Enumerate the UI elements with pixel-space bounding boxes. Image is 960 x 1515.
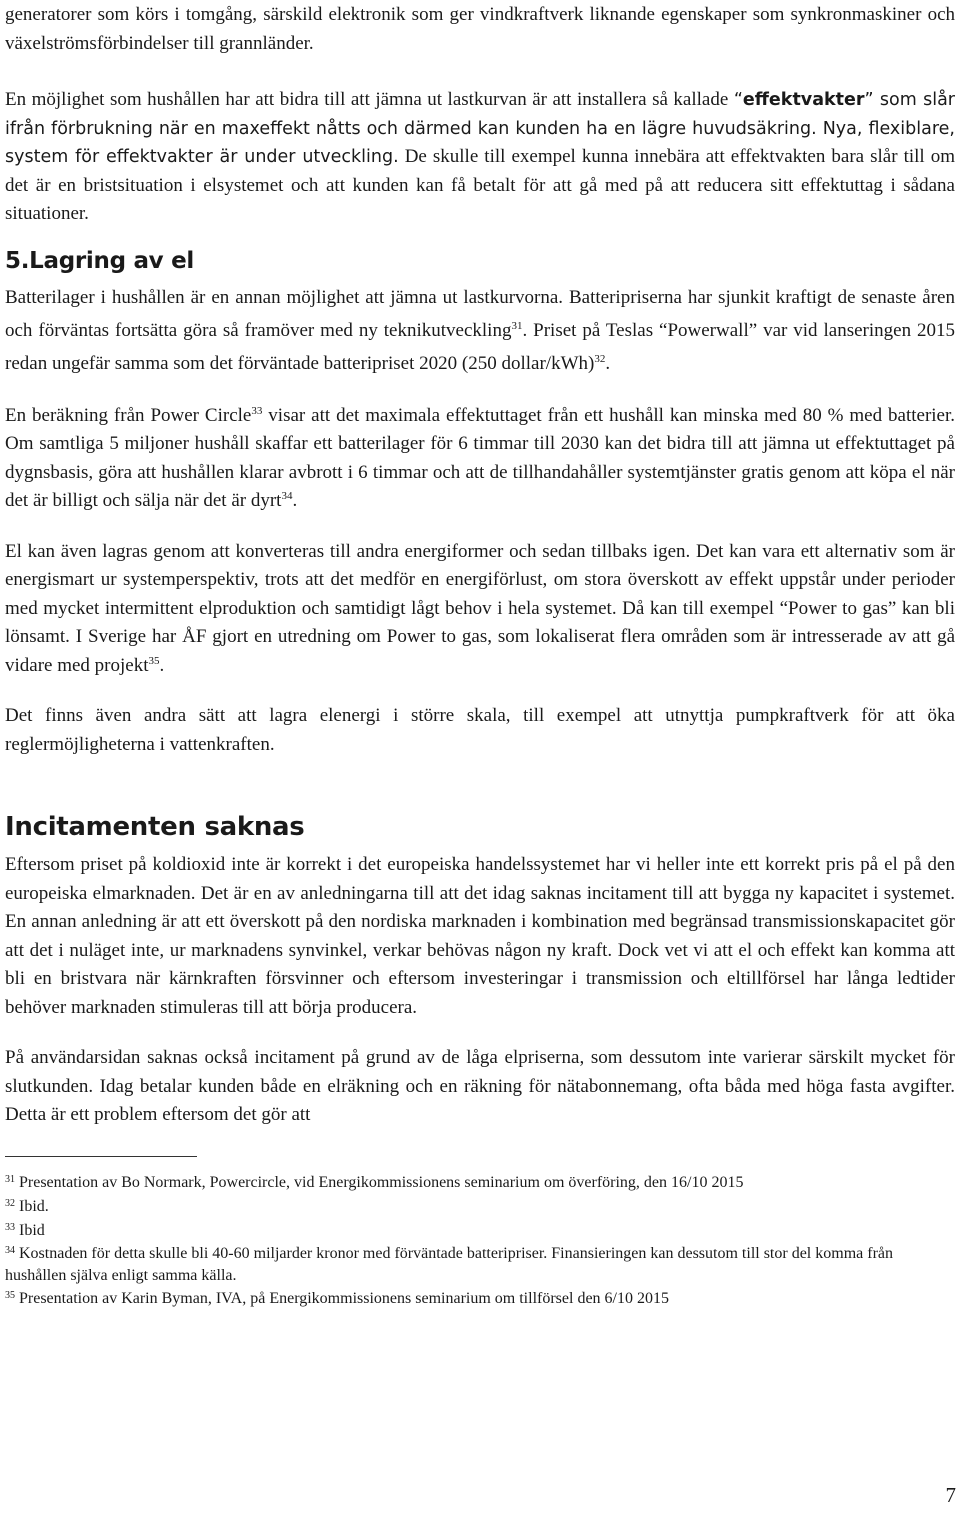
paragraph-batterilager <box>5 281 955 380</box>
effektvakter-quote-open: “ <box>733 90 743 110</box>
paragraph-effektvakter <box>5 86 955 229</box>
batterilager-text-b: . Priset på Teslas “Powerwall” var vid lanseringen 2015 redan ungefär samma som det förväntade batteripriset 2020 (250 dollar/kWh) <box>5 319 956 374</box>
section-subheading: 5.Lagring av el <box>5 247 194 274</box>
footnote-35 <box>5 1287 955 1311</box>
footnote-text: Presentation av Karin Byman, IVA, på Energikommissionens seminarium om tillförsel den 6/10 2015 <box>15 1289 669 1307</box>
power-circle-text-a: En beräkning från Power Circle <box>5 404 252 426</box>
footnote-ref-35: 35 <box>148 654 160 667</box>
footnote-text: Kostnaden för detta skulle bli 40-60 miljarder kronor med förväntade batteripriser. Finansieringen kan dessutom till stor del komma från hushållen själva enligt samma källa. <box>5 1244 893 1284</box>
section-heading: Incitamenten saknas <box>5 812 305 842</box>
footnote-number: 35 <box>5 1289 15 1301</box>
footnote-ref-31: 31 <box>511 319 523 332</box>
paragraph-power-to-gas <box>5 538 955 681</box>
paragraph-power-circle <box>5 402 955 516</box>
footnote-text: Ibid <box>15 1221 45 1239</box>
footnote-number: 33 <box>5 1221 15 1233</box>
footnote-number: 32 <box>5 1197 15 1209</box>
footnote-34 <box>5 1243 955 1287</box>
paragraph-anvandarsidan: På användarsidan saknas också incitament på grund av de låga elpriserna, som dessutom inte varierar särskilt mycket för slutkunden. Idag betalar kunden både en elräkning och en räkning för nätabonnemang, ofta båda med höga fasta avgifter. Detta är ett problem eftersom det gör att <box>5 1047 955 1125</box>
power-to-gas-text-b: . <box>159 654 165 676</box>
power-circle-text-c: . <box>292 490 298 511</box>
effektvakter-sans-part: ” som slår ifrån förbrukning när en maxeffekt nåtts och därmed kan kunden ha en lägre huvudsäkring. Nya, flexiblare, system för effektvakter är under utveckling. <box>5 90 955 167</box>
footnote-33 <box>5 1219 955 1243</box>
document-page <box>5 0 955 1311</box>
footnote-31 <box>5 1171 955 1195</box>
footnotes <box>5 1171 955 1311</box>
effektvakter-rest: De skulle till exempel kunna innebära att effektvakten bara slår till om det är en bristsituation i elsystemet och att kunden kan få betalt för att gå med på att reducera sitt effektuttag i sådana situationer. <box>5 146 955 224</box>
footnote-32 <box>5 1195 955 1219</box>
footnote-ref-32: 32 <box>594 352 606 365</box>
footnote-text: Presentation av Bo Normark, Powercircle, vid Energikommissionens seminarium om överföring, den 16/10 2015 <box>15 1173 744 1191</box>
paragraph-pumpkraftverk: Det finns även andra sätt att lagra elenergi i större skala, till exempel att utnyttja pumpkraftverk för att öka reglermöjligheterna i vattenkraften. <box>5 705 955 755</box>
paragraph-generators: generatorer som körs i tomgång, särskild elektronik som ger vindkraftverk liknande egenskaper som synkronmaskiner och växelströmsförbindelser till grannländer. <box>5 4 955 54</box>
footnote-ref-34: 34 <box>281 490 293 502</box>
footnote-ref-33: 33 <box>251 404 263 417</box>
footnote-text: Ibid. <box>15 1197 49 1215</box>
batterilager-text-a: Batterilager i hushållen är en annan möjlighet att jämna ut lastkurvorna. Batteripriserna har sjunkit kraftigt de senaste åren och förväntas fortsätta göra så framöver med ny teknikutveckling <box>5 286 955 341</box>
footnote-divider <box>5 1156 197 1157</box>
batterilager-text-c: . <box>605 352 611 374</box>
power-circle-text-b: visar att det maximala effektuttaget från ett hushåll kan minska med 80 % med batterier. Om samtliga 5 miljoner hushåll skaffar ett batterilager för 6 timmar till 2030 kan det bidra till att jämna ut effektuttaget på dygnsbasis, göra att hushållen klarar avbrott i 6 timmar och att de tillhandahåller systemtjänster gratis genom att köpa el när det är billigt och sälja när det är dyrt <box>5 404 956 511</box>
effektvakter-intro: En möjlighet som hushållen har att bidra till att jämna ut lastkurvan är att installera så kallade <box>5 89 729 110</box>
effektvakter-term: effektvakter <box>742 90 865 110</box>
page-number: 7 <box>945 1483 956 1507</box>
footnote-number: 31 <box>5 1173 15 1185</box>
paragraph-koldioxid: Eftersom priset på koldioxid inte är korrekt i det europeiska handelssystemet har vi heller inte ett korrekt pris på el på den europeiska elmarknaden. Det är en av anledningarna till att det idag saknas incitament till att bygga ny kapacitet i systemet. En annan anledning är att ett överskott på den nordiska marknaden i kombination med begränsad transmissionskapacitet gör att det i nuläget inte, ur marknadens synvinkel, verkar behövas någon ny kraft. Dock vet vi att el och effekt kan komma att bli en bristvara när kärnkraften försvinner och eftersom investeringar i transmission och eltillförsel har långa ledtider behöver marknaden stimuleras till att börja producera. <box>5 854 955 1018</box>
footnote-number: 34 <box>5 1244 15 1256</box>
power-to-gas-text-a: El kan även lagras genom att konverteras till andra energiformer och sedan tillbaks igen. Det kan vara ett alternativ som är energismart ur systemperspektiv, trots att det medför en energiförlust, om stora överskott av effekt uppstår under perioder med mycket intermittent elproduktion och samtidigt lågt behov i hela systemet. Då kan till exempel “Power to gas” kan bli lönsamt. I Sverige har ÅF gjort en utredning om Power to gas, som lokaliserat flera områden som är intresserade av att gå vidare med projekt <box>5 540 955 676</box>
